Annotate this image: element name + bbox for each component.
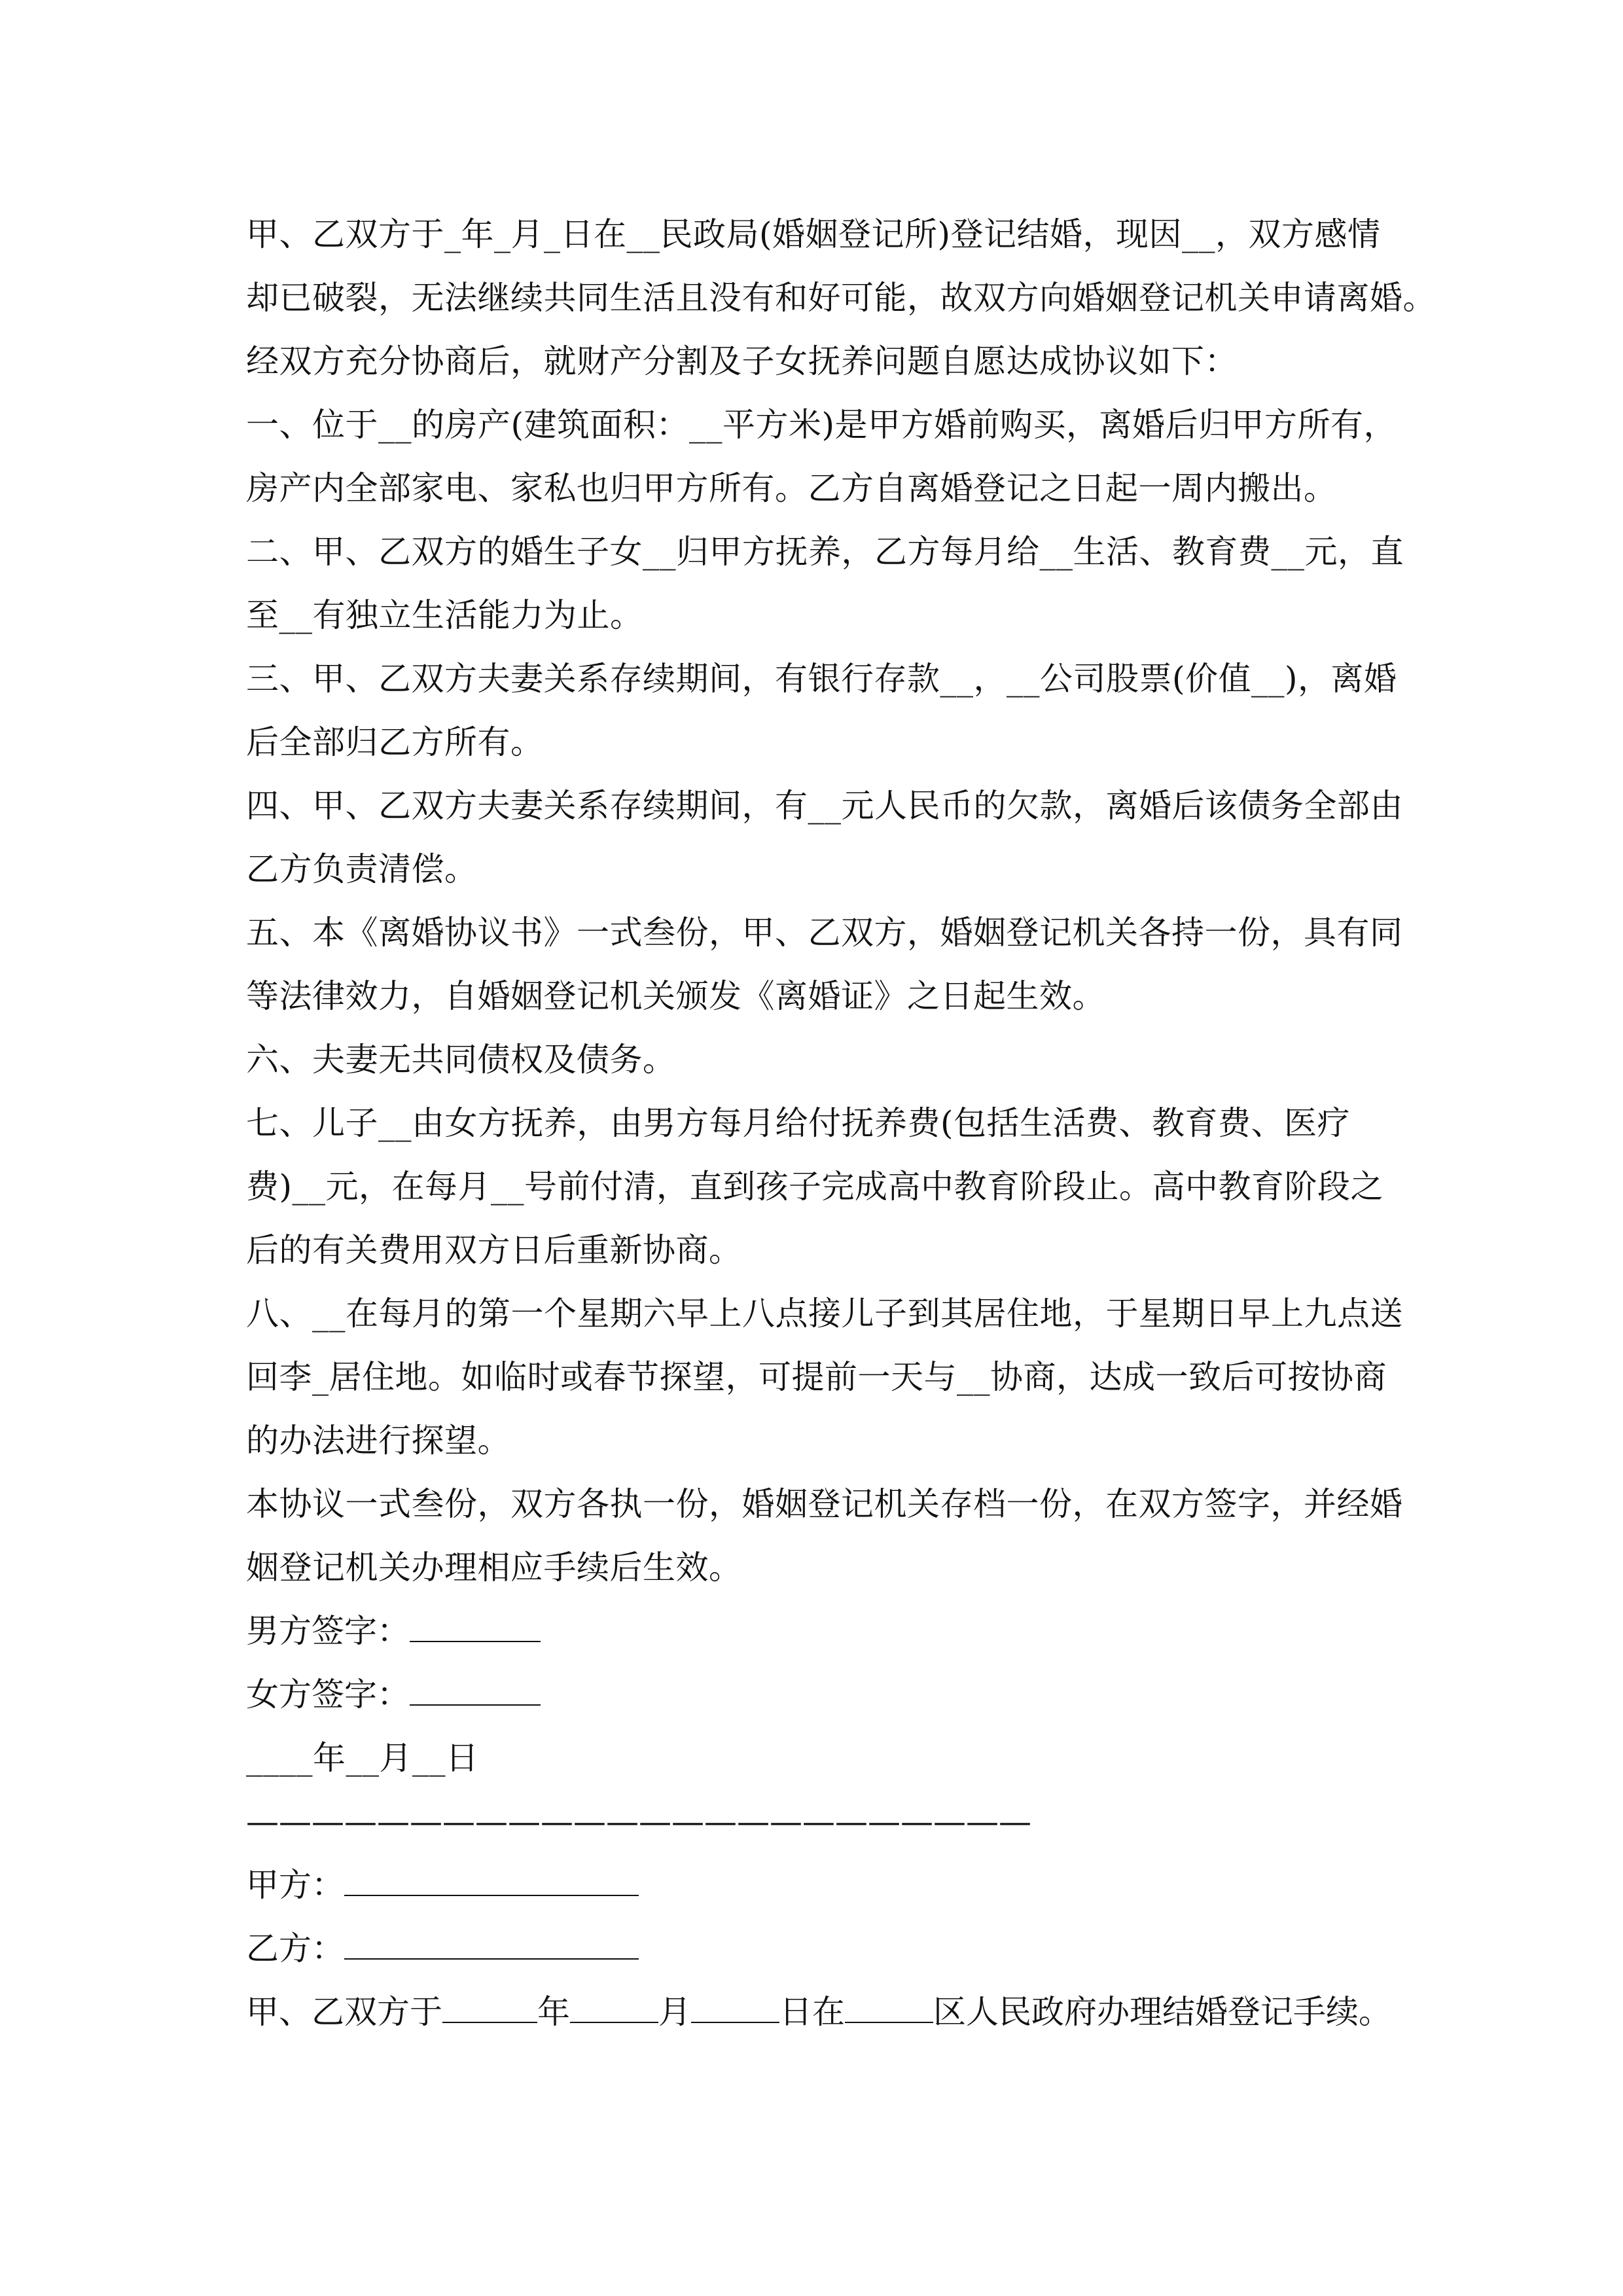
- clause-4-line-2: 乙方负责清偿。: [246, 850, 478, 888]
- party-b-field[interactable]: [344, 1933, 639, 1960]
- intro-line-2: 却已破裂，无法继续共同生活且没有和好可能，故双方向婚姻登记机关申请离婚。: [246, 279, 1436, 317]
- final-day-label: 日在: [779, 1993, 845, 2031]
- closing-line-1: 本协议一式叁份，双方各执一份，婚姻登记机关存档一份，在双方签字，并经婚: [246, 1485, 1403, 1523]
- clause-5-line-2: 等法律效力，自婚姻登记机关颁发《离婚证》之日起生效。: [246, 977, 1105, 1015]
- final-year-field[interactable]: [442, 1997, 537, 2023]
- clause-8-line-3: 的办法进行探望。: [246, 1422, 510, 1460]
- party-b-row: [246, 1917, 1385, 1981]
- male-signature-label: 男方签字：: [246, 1612, 410, 1650]
- party-a-row: [246, 1854, 1385, 1917]
- clause-7-line-3: 后的有关费用双方日后重新协商。: [246, 1231, 742, 1269]
- final-registration-line: [246, 1981, 1391, 2044]
- clause-4-line-1: 四、甲、乙双方夫妻关系存续期间，有__元人民币的欠款，离婚后该债务全部由: [246, 787, 1403, 825]
- female-signature-field[interactable]: [410, 1679, 541, 1706]
- male-signature-field[interactable]: [410, 1616, 541, 1642]
- clause-6-line-1: 六、夫妻无共同债权及债务。: [246, 1041, 676, 1079]
- signature-date: ____年__月__日: [246, 1739, 479, 1777]
- document-body: [246, 203, 1436, 2044]
- final-suffix: 区人民政府办理结婚登记手续。: [933, 1993, 1391, 2031]
- clause-5-line-1: 五、本《离婚协议书》一式叁份，甲、乙双方，婚姻登记机关各持一份，具有同: [246, 914, 1403, 952]
- female-signature-row: [246, 1663, 1385, 1727]
- clause-1-line-1: 一、位于__的房产(建筑面积：__平方米)是甲方婚前购买，离婚后归甲方所有，: [246, 406, 1397, 444]
- intro-line-1: 甲、乙双方于_年_月_日在__民政局(婚姻登记所)登记结婚，现因__，双方感情: [246, 215, 1381, 253]
- clause-2-line-2: 至__有独立生活能力为止。: [246, 596, 643, 634]
- final-month-label: 月: [658, 1993, 691, 2031]
- final-year-label: 年: [537, 1993, 570, 2031]
- divider-line: ————————————————————————: [246, 1803, 1031, 1840]
- clause-7-line-1: 七、儿子__由女方抚养，由男方每月给付抚养费(包括生活费、教育费、医疗: [246, 1104, 1351, 1142]
- clause-1-line-2: 房产内全部家电、家私也归甲方所有。乙方自离婚登记之日起一周内搬出。: [246, 469, 1337, 507]
- clause-3-line-2: 后全部归乙方所有。: [246, 723, 544, 761]
- final-day-field[interactable]: [691, 1997, 779, 2023]
- party-a-label: 甲方：: [246, 1866, 344, 1904]
- intro-line-3: 经双方充分协商后，就财产分割及子女抚养问题自愿达成协议如下：: [246, 342, 1238, 380]
- clause-2-line-1: 二、甲、乙双方的婚生子女__归甲方抚养，乙方每月给__生活、教育费__元，直: [246, 533, 1404, 571]
- clause-7-line-2: 费)__元，在每月__号前付清，直到孩子完成高中教育阶段止。高中教育阶段之: [246, 1168, 1384, 1206]
- female-signature-label: 女方签字：: [246, 1676, 410, 1713]
- male-signature-row: [246, 1600, 1385, 1663]
- final-month-field[interactable]: [570, 1997, 658, 2023]
- clause-8-line-2: 回李_居住地。如临时或春节探望，可提前一天与__协商，达成一致后可按协商: [246, 1358, 1387, 1396]
- party-a-field[interactable]: [344, 1870, 639, 1896]
- clause-3-line-1: 三、甲、乙双方夫妻关系存续期间，有银行存款__，__公司股票(价值__)，离婚: [246, 660, 1397, 698]
- party-b-label: 乙方：: [246, 1929, 344, 1967]
- clause-8-line-1: 八、__在每月的第一个星期六早上八点接儿子到其居住地，于星期日早上九点送: [246, 1295, 1403, 1333]
- final-prefix: 甲、乙双方于: [246, 1993, 442, 2031]
- final-district-field[interactable]: [845, 1997, 933, 2023]
- closing-line-2: 姻登记机关办理相应手续后生效。: [246, 1549, 742, 1587]
